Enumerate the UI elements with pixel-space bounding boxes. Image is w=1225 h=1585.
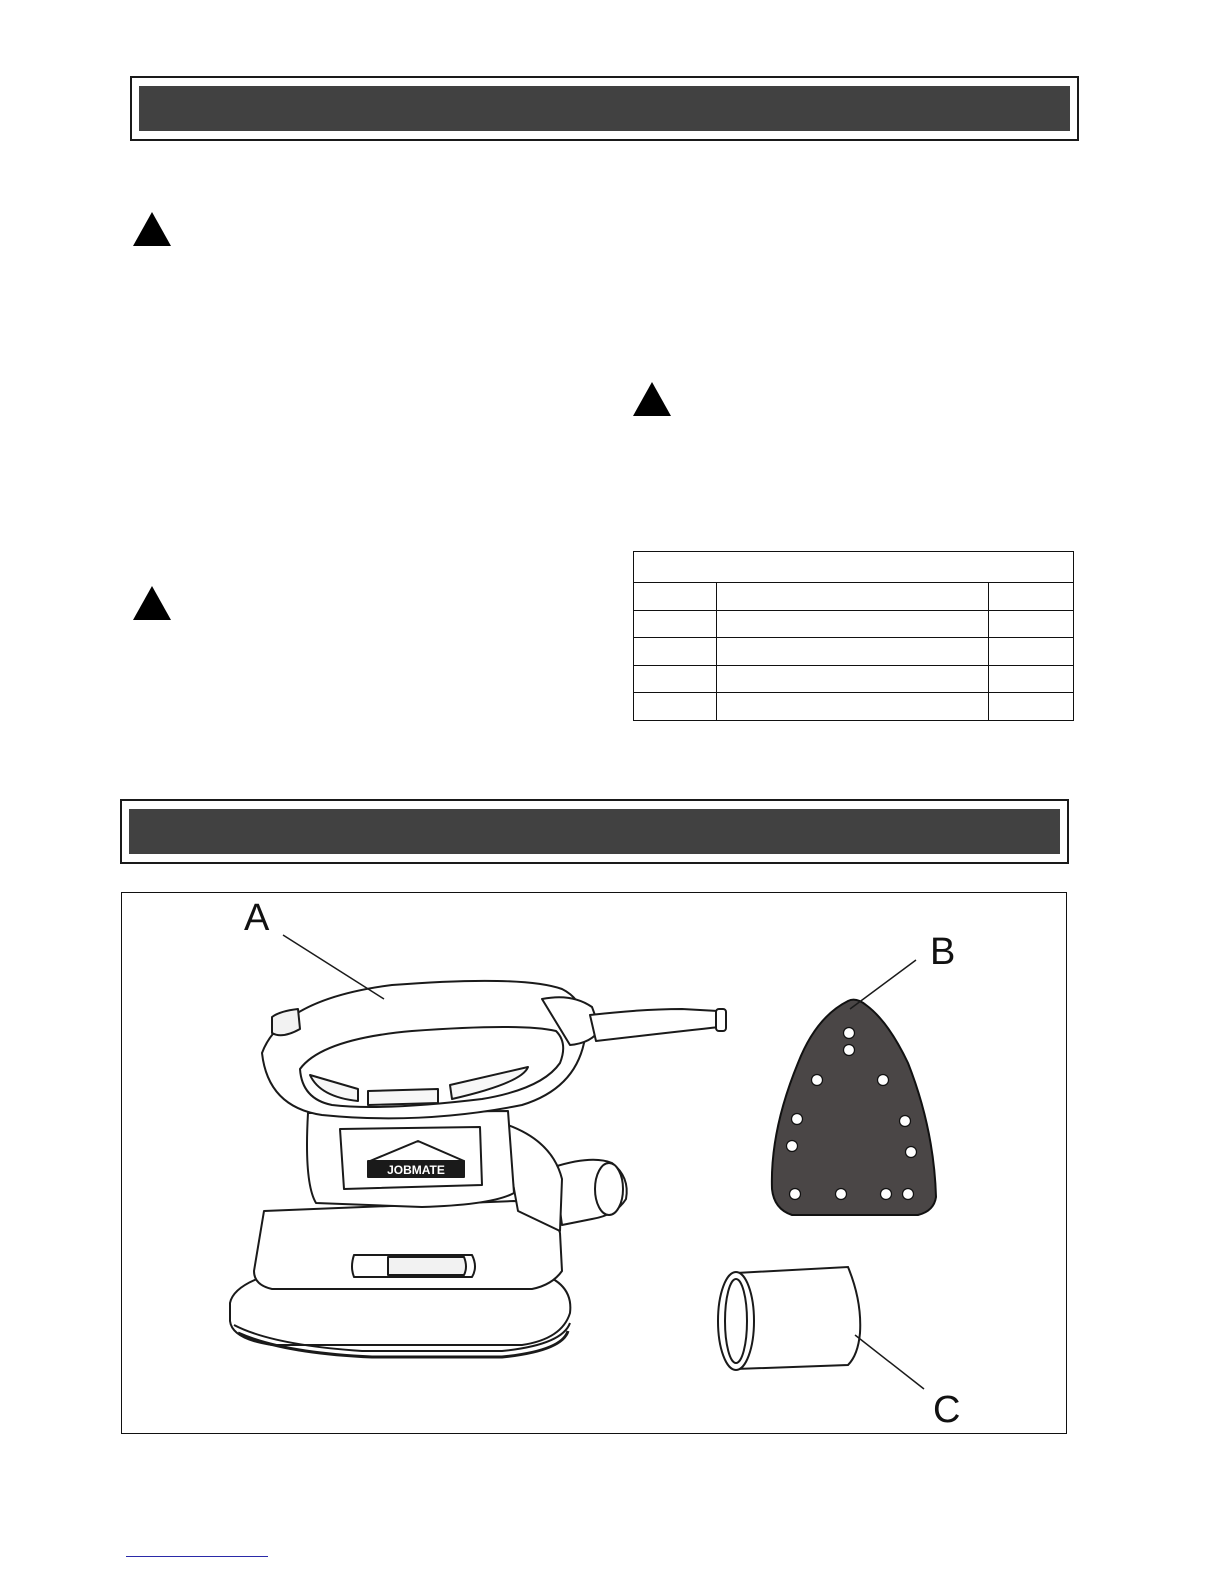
table-cell xyxy=(634,665,717,693)
table-cell xyxy=(717,665,989,693)
table-row xyxy=(634,638,1074,666)
callout-label-c: C xyxy=(933,1389,961,1431)
callout-label-a: A xyxy=(244,897,270,939)
detail-sander-illustration xyxy=(230,981,726,1357)
detail-dust-adapter-illustration xyxy=(718,1267,860,1370)
svg-text:JOBMATE: JOBMATE xyxy=(387,1163,445,1177)
table-cell xyxy=(989,665,1074,693)
table-row xyxy=(634,665,1074,693)
table-cell xyxy=(717,638,989,666)
callout-line-b xyxy=(850,960,916,1009)
spec-table-header-cell xyxy=(717,583,989,611)
table-cell xyxy=(717,610,989,638)
table-cell xyxy=(989,693,1074,721)
callout-label-b: B xyxy=(930,931,956,973)
spec-table-header-cell xyxy=(989,583,1074,611)
parts-illustration xyxy=(122,893,1065,1432)
callout-line-c xyxy=(855,1335,924,1389)
warning-triangle-icon xyxy=(132,211,172,247)
middle-section-banner-title xyxy=(129,809,1060,854)
footer-rule xyxy=(126,1556,268,1557)
parts-figure xyxy=(121,892,1067,1434)
top-section-banner xyxy=(130,76,1079,141)
table-cell xyxy=(634,693,717,721)
spec-table-header-row xyxy=(634,583,1074,611)
table-cell xyxy=(717,693,989,721)
top-section-banner-title xyxy=(139,86,1070,131)
warning-triangle-icon xyxy=(132,585,172,621)
table-cell xyxy=(634,638,717,666)
table-row xyxy=(634,610,1074,638)
spec-table-header-cell xyxy=(634,583,717,611)
table-cell xyxy=(634,610,717,638)
callout-line-a xyxy=(283,935,384,999)
table-row xyxy=(634,693,1074,721)
spec-table-caption xyxy=(634,552,1074,583)
warning-triangle-icon xyxy=(632,381,672,417)
table-cell xyxy=(989,610,1074,638)
detail-sanding-pad-illustration xyxy=(772,1000,936,1215)
middle-section-banner xyxy=(120,799,1069,864)
spec-table xyxy=(633,551,1074,721)
table-cell xyxy=(989,638,1074,666)
